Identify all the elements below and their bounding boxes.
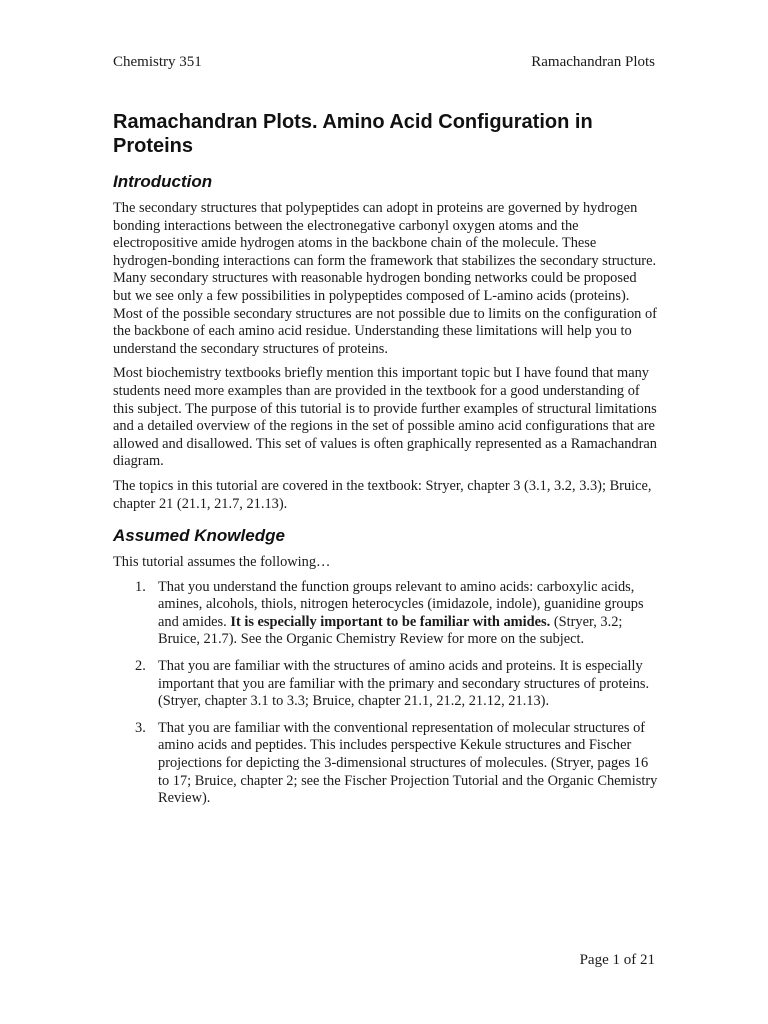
list-item-number: 3. — [135, 719, 146, 736]
list-item-text: That you are familiar with the structures of amino acids and proteins. It is especially important that you are familiar with the primary and secondary structures of proteins. (Stryer, chapter 3.1 to 3.3; Bruice, chapter 21.1, 21.2, 21.12, 21.13). — [158, 658, 650, 710]
intro-paragraph-2: Most biochemistry textbooks briefly mention this important topic but I have found that many students need more examples than are provided in the textbook for a good understanding of this subject. The purpose of this tutorial is to provide further examples of structural limitations and a detailed overview of the regions in the set of possible amino acid configurations that are allowed and disallowed. This set of values is often graphically represented as a Ramachandran diagram. — [113, 365, 657, 470]
document-body — [113, 110, 658, 817]
list-item-emphasis: It is especially important to be familiar with amides. — [230, 613, 551, 630]
list-item-text: That you are familiar with the conventional representation of molecular structures of amino acids and peptides. This includes perspective Kekule structures and Fischer projections for depicting the 3-dimensional structures of molecules. (Stryer, pages 16 to 17; Bruice, chapter 2; see the Fischer Projection Tutorial and the Organic Chemistry Review). — [158, 719, 658, 807]
list-item-number: 2. — [135, 658, 146, 675]
intro-paragraph-1: The secondary structures that polypeptides can adopt in proteins are governed by hydrogen bonding interactions between the electronegative carbonyl oxygen atoms and the electropositive amide hydrogen atoms in the backbone chain of the molecule. These hydrogen-bonding interactions can form the framework that stabilizes the secondary structure. Many secondary structures with reasonable hydrogen bonding networks could be proposed but we see only a few possibilities in polypeptides composed of L-amino acids (proteins). Most of the possible secondary structures are not possible due to limits on the configuration of the backbone of each amino acid residue. Understanding these limitations will help you to understand the secondary structures of proteins. — [113, 200, 657, 357]
list-item — [113, 720, 658, 808]
knowledge-list — [113, 579, 658, 808]
section-heading-introduction: Introduction — [113, 172, 213, 191]
header-course: Chemistry 351 — [113, 54, 202, 70]
page-number: Page 1 of 21 — [579, 952, 655, 968]
list-item — [113, 658, 658, 711]
list-item-number: 1. — [135, 578, 146, 595]
intro-paragraph-3: The topics in this tutorial are covered in the textbook: Stryer, chapter 3 (3.1, 3.2, 3.3); Bruice, chapter 21 (21.1, 21.7, 21.13). — [113, 477, 652, 512]
list-item-text-cont: (Stryer, 3.2; Bruice, 21.7). See the Organic Chemistry Review for more on the subject. — [158, 613, 623, 648]
document-title: Ramachandran Plots. Amino Acid Configuration in Proteins — [113, 111, 593, 157]
list-item — [113, 579, 658, 649]
header-topic: Ramachandran Plots — [531, 54, 655, 70]
knowledge-lead: This tutorial assumes the following… — [113, 554, 331, 571]
list-item-text: That you understand the function groups relevant to amino acids: carboxylic acids, amines, alcohols, thiols, nitrogen heterocycles (imidazole, indole), guanidine groups and amides. — [158, 578, 644, 630]
section-heading-assumed-knowledge: Assumed Knowledge — [113, 526, 285, 546]
